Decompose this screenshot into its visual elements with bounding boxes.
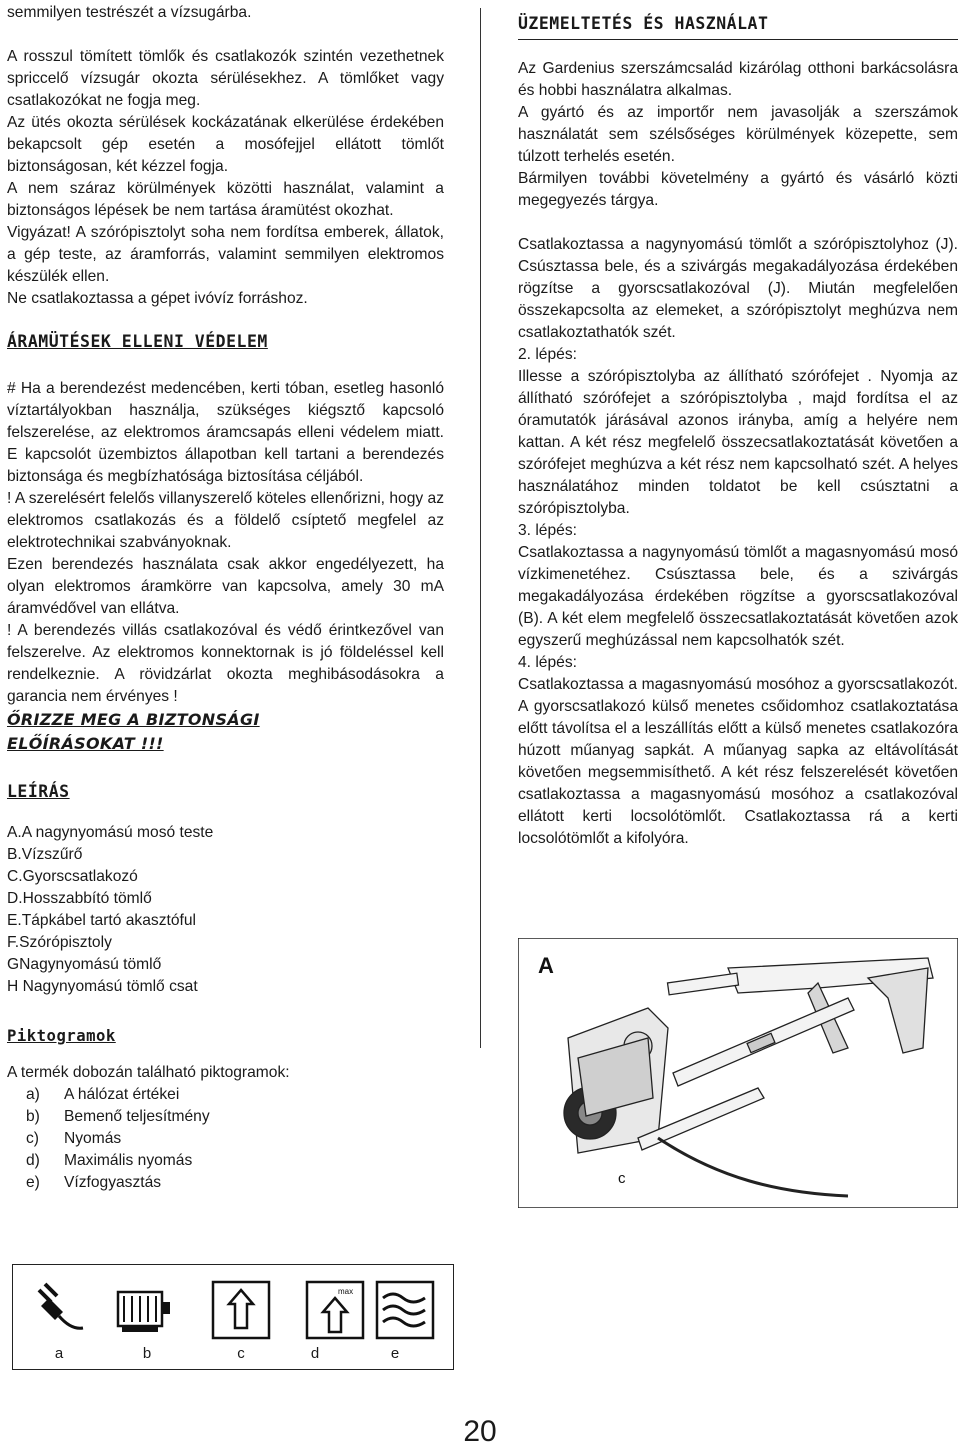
- step-label: 3. lépés:: [518, 522, 577, 539]
- paragraph: A nem száraz körülmények közötti használat, valamint a biztonságos lépések be nem tartása áramütést okozhat.: [7, 180, 444, 219]
- max-pressure-icon: [305, 1280, 365, 1340]
- paragraph: semmilyen testrészét a vízsugárba.: [7, 4, 252, 21]
- pictogram-label: c: [237, 1345, 245, 1362]
- list-item: c) Nyomás: [26, 1130, 122, 1147]
- water-consumption-icon: [375, 1280, 435, 1340]
- list-item: E.Tápkábel tartó akasztóful: [7, 912, 196, 929]
- paragraph: Ezen berendezés használata csak akkor engedélyezett, ha olyan elektromos áramkörre van kapcsolva, amely 30 mA áramvédővel van ellátva.: [7, 556, 444, 617]
- step-label: 2. lépés:: [518, 346, 577, 363]
- left-column: [7, 0, 444, 1194]
- list-item: F.Szórópisztoly: [7, 934, 112, 951]
- list-item: C.Gyorscsatlakozó: [7, 868, 138, 885]
- plug-icon: [27, 1280, 87, 1340]
- pictogram-list: [7, 1084, 444, 1194]
- list-item: D.Hosszabbító tömlő: [7, 890, 152, 907]
- assembly-drawing: [518, 938, 958, 1208]
- paragraph: Az ütés okozta sérülések kockázatának elkerülése érdekében bekapcsolt gép esetén a mosófejjel ellátott tömlőt biztonságosan, két kézzel fogja.: [7, 114, 444, 175]
- section-heading: ÜZEMELTETÉS ÉS HASZNÁLAT: [518, 12, 958, 40]
- paragraph: # Ha a berendezést medencében, kerti tóban, esetleg hasonló víztartályokban használja, szükséges kiégsztő kapcsoló felszerelése, az elektromos áramcsapás elleni védelem miatt. E kapcsolót üzembiztos állapotban kell tartani a berendezés biztonsága és megbízhatósága biztosítása céljából.: [7, 380, 444, 485]
- spray-gun-illustration: [518, 938, 958, 1208]
- list-item: e) Vízfogyasztás: [26, 1174, 162, 1191]
- paragraph: Ne csatlakoztassa a gépet ivóvíz forráshoz.: [7, 290, 308, 307]
- paragraph: Csatlakoztassa a nagynyomású tömlőt a szórópisztolyhoz (J). Csúsztassa bele, és a szivárgás megakadályozása érdekében rögzítse a gyorscsatlakozóval (J). Miután megfelelően összekapcsolta az elemeket, a szórópisztolyt meghúzva nem csatlakoztathatók szét.: [518, 236, 958, 341]
- pictogram-panel: [12, 1264, 454, 1370]
- right-column: [518, 0, 958, 850]
- parts-list: [7, 822, 444, 998]
- list-item: GNagynyomású tömlő: [7, 956, 162, 973]
- list-item: b) Bemenő teljesítmény: [26, 1108, 210, 1125]
- figure-label-c: c: [618, 1170, 626, 1187]
- list-item: H Nagynyomású tömlő csat: [7, 978, 198, 995]
- paragraph: Bármilyen további követelmény a gyártó és vásárló közti megegyezés tárgya.: [518, 170, 958, 209]
- paragraph: Illesse a szórópisztolyba az állítható szórófejet . Nyomja az állítható szórófejet a szórópisztolyba , majd fordítsa el az óramutatók járásával azonos irányba, amíg a helyére nem kattan. A két rész megfelelő összecsatlakoztatását követően a szórófejet meghúzva a két rész nem kapcsolható szét. A helyes használatához minden toldatot be kell csúsztatni a szórópisztolyba.: [518, 368, 958, 517]
- list-item: d) Maximális nyomás: [26, 1152, 193, 1169]
- page-number: 20: [463, 1415, 497, 1448]
- paragraph: ! A berendezés villás csatlakozóval és védő érintkezővel van felszerelve. Az elektromos konnektornak is jó földeléssel kell rendelkeznie. A rövidzárlat okozta meghibásodásokra a garancia nem érvényes !: [7, 622, 444, 705]
- section-heading: ÁRAMÜTÉSEK ELLENI VÉDELEM: [7, 332, 268, 351]
- section-heading: Piktogramok: [7, 1027, 116, 1045]
- paragraph: A gyártó és az importőr nem javasolják a szerszámok használatát sem szélsőséges körülmények közepette, sem túlzott terhelés esetén.: [518, 104, 958, 165]
- list-item: A.A nagynyomású mosó teste: [7, 824, 214, 841]
- motor-icon: [112, 1280, 172, 1340]
- column-divider: [480, 8, 481, 1048]
- pictogram-label: d: [310, 1345, 320, 1362]
- pictogram-label: a: [54, 1345, 64, 1362]
- paragraph: Vigyázat! A szórópisztolyt soha nem fordítsa emberek, állatok, a gép teste, az áramforrás, valamint semmilyen elektromos készülék ellen.: [7, 224, 444, 285]
- pictogram-label: b: [142, 1345, 152, 1362]
- svg-text:max: max: [338, 1287, 354, 1296]
- paragraph: Csatlakoztassa a nagynyomású tömlőt a magasnyomású mosó vízkimenetéhez. Csúsztassa bele, és a szivárgás megakadályozása érdekében rögzítse a gyorscsatlakozóval (B). A két elem megfelelő összecsatlakoztatását követően azok egyszerű meghúzással nem kapcsolhatók szét.: [518, 544, 958, 649]
- pressure-icon: [211, 1280, 271, 1340]
- pictogram-label: e: [390, 1345, 400, 1362]
- paragraph: Csatlakoztassa a magasnyomású mosóhoz a gyorscsatlakozót. A gyorscsatlakozó külső menetes csőidomhoz csatlakoztatása előtt távolítsa el a leszállítás előtt a külső menetes csatlakozóra húzott műanyag sapkát. A műanyag sapka az eltávolítását követően megsemmisíthető. A két rész felszerelését követően csatlakoztassa a magasnyomású mosóhoz a csatlakozóval ellátott kerti locsolótömlőt. Csatlakoztassa rá a kerti locsolótömlőt a kifolyóra.: [518, 676, 958, 847]
- safety-warning-heading: ŐRIZZE MEG A BIZTONSÁGI ELŐÍRÁSOKAT !!!: [7, 710, 260, 753]
- paragraph: Az Gardenius szerszámcsalád kizárólag otthoni barkácsolásra és hobbi használatra alkalmas.: [518, 60, 958, 99]
- figure-label-a: A: [538, 953, 554, 978]
- paragraph: A termék dobozán található piktogramok:: [7, 1064, 290, 1081]
- paragraph: A rosszul tömített tömlők és csatlakozók szintén vezethetnek spriccelő vízsugár okozta sérülésekhez. A tömlőket vagy csatlakozókat ne fogja meg.: [7, 48, 444, 109]
- list-item: a) A hálózat értékei: [26, 1086, 180, 1103]
- step-label: 4. lépés:: [518, 654, 577, 671]
- list-item: B.Vízszűrő: [7, 846, 83, 863]
- paragraph: ! A szerelésért felelős villanyszerelő köteles ellenőrizni, hogy az elektromos csatlakozás és a földelő csíptető megfelel az elektrotechnikai szabványoknak.: [7, 490, 444, 551]
- section-heading: LEÍRÁS: [7, 782, 70, 801]
